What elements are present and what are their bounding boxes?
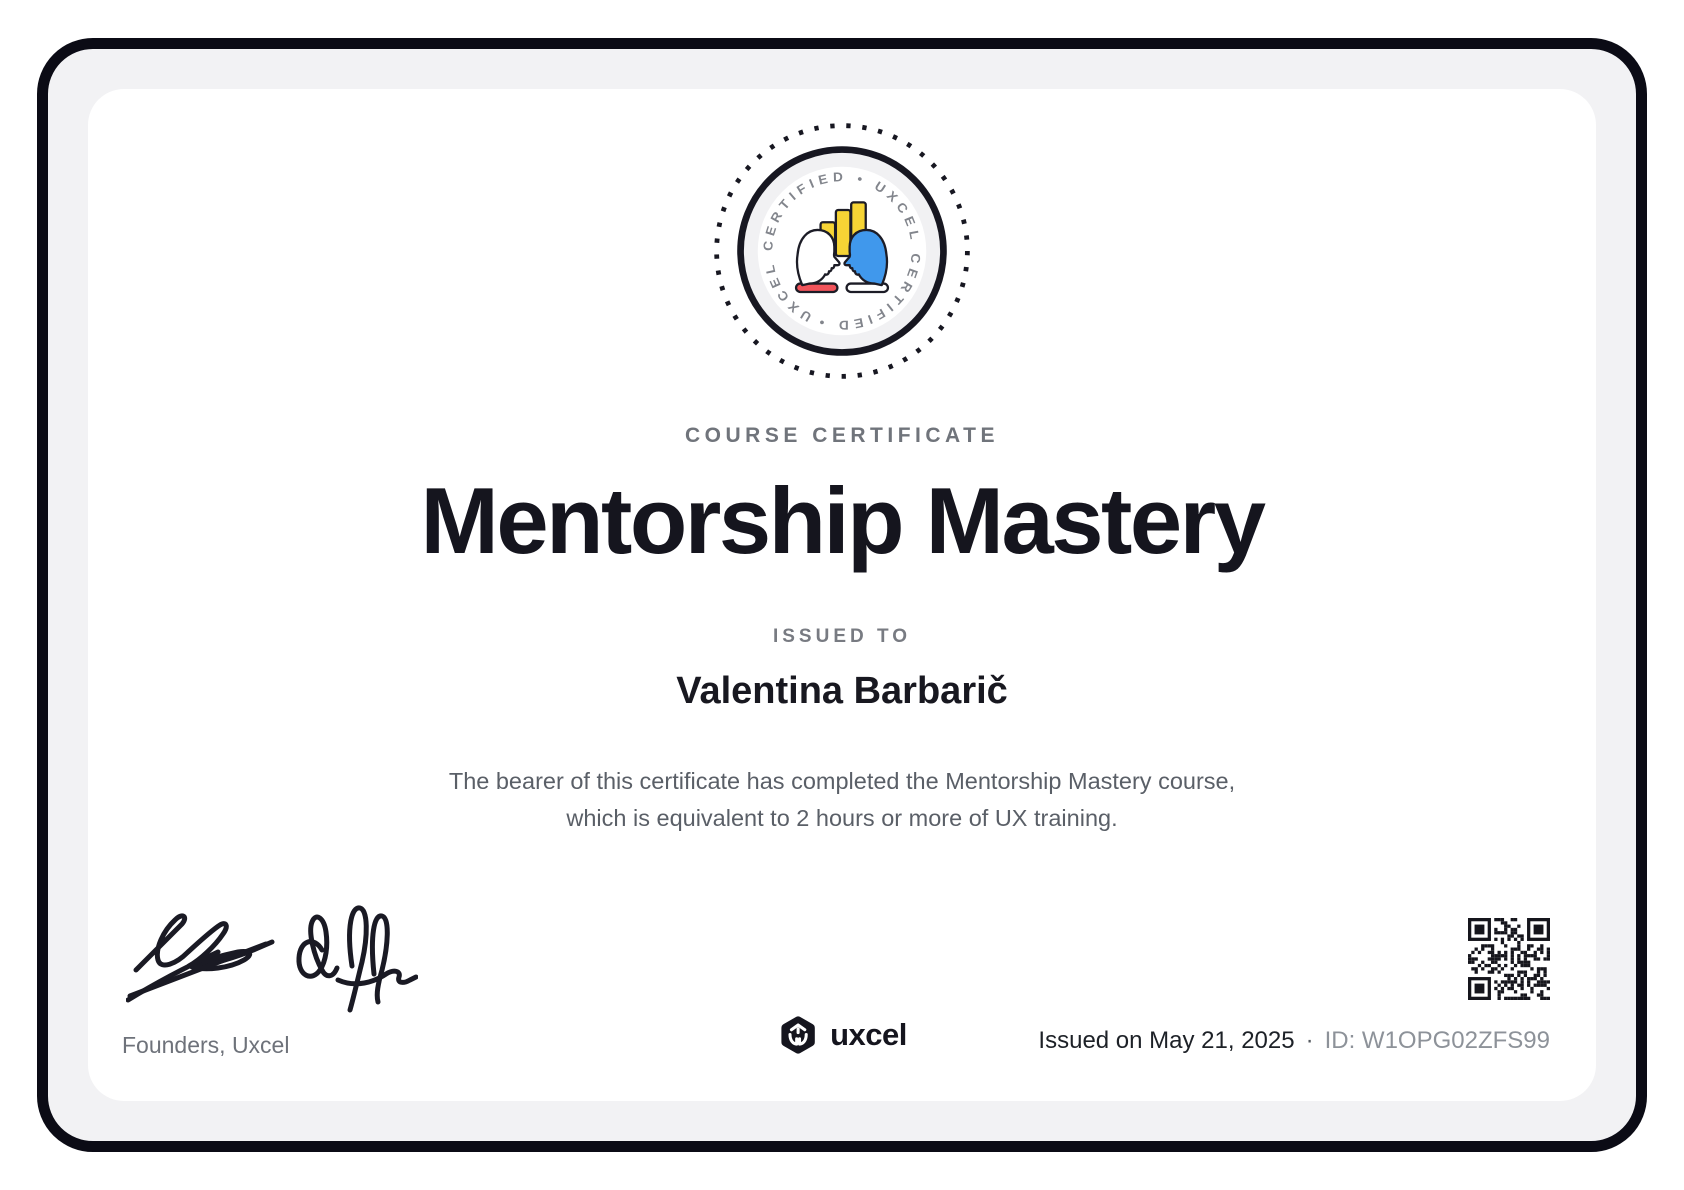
signature-block [122,904,418,1059]
qr-finder-top-right [1527,918,1550,941]
certificate-id: ID: W1OPG02ZFS99 [1324,1027,1550,1054]
qr-code [1468,918,1550,1000]
uxcel-logo [777,1013,907,1057]
brand-name: uxcel [830,1017,907,1052]
right-head-icon [845,230,888,292]
certificate-frame [37,38,1647,1152]
issued-to-label: ISSUED TO [772,626,912,647]
left-head-icon [796,230,839,292]
description-line-2: which is equivalent to 2 hours or more of UX training. [566,805,1118,831]
issue-info-block [1038,918,1550,1055]
certificate-content [88,89,1596,837]
qr-finder-bottom-left [1468,977,1491,1000]
signatory-label: Founders, Uxcel [122,1032,290,1058]
uxcel-cube-icon [777,1013,819,1057]
issue-line [1038,1027,1550,1055]
seal-ring-textpath: UXCEL CERTIFIED • UXCEL CERTIFIED • [760,169,924,333]
course-certificate-label: COURSE CERTIFICATE [685,424,999,447]
uxcel-certified-seal-icon [708,117,976,385]
description-line-1: The bearer of this certificate has completed the Mentorship Mastery course, [448,768,1236,794]
qr-finder-top-left [1468,918,1491,941]
course-title: Mentorship Mastery [420,468,1264,573]
issue-date: Issued on May 21, 2025 [1038,1027,1295,1054]
separator-dot: · [1305,1027,1314,1054]
certificate-card [88,89,1596,1101]
founders-signatures-image [126,904,418,1016]
certificate-description [88,763,1596,837]
recipient-name: Valentina Barbarič [676,670,1008,712]
